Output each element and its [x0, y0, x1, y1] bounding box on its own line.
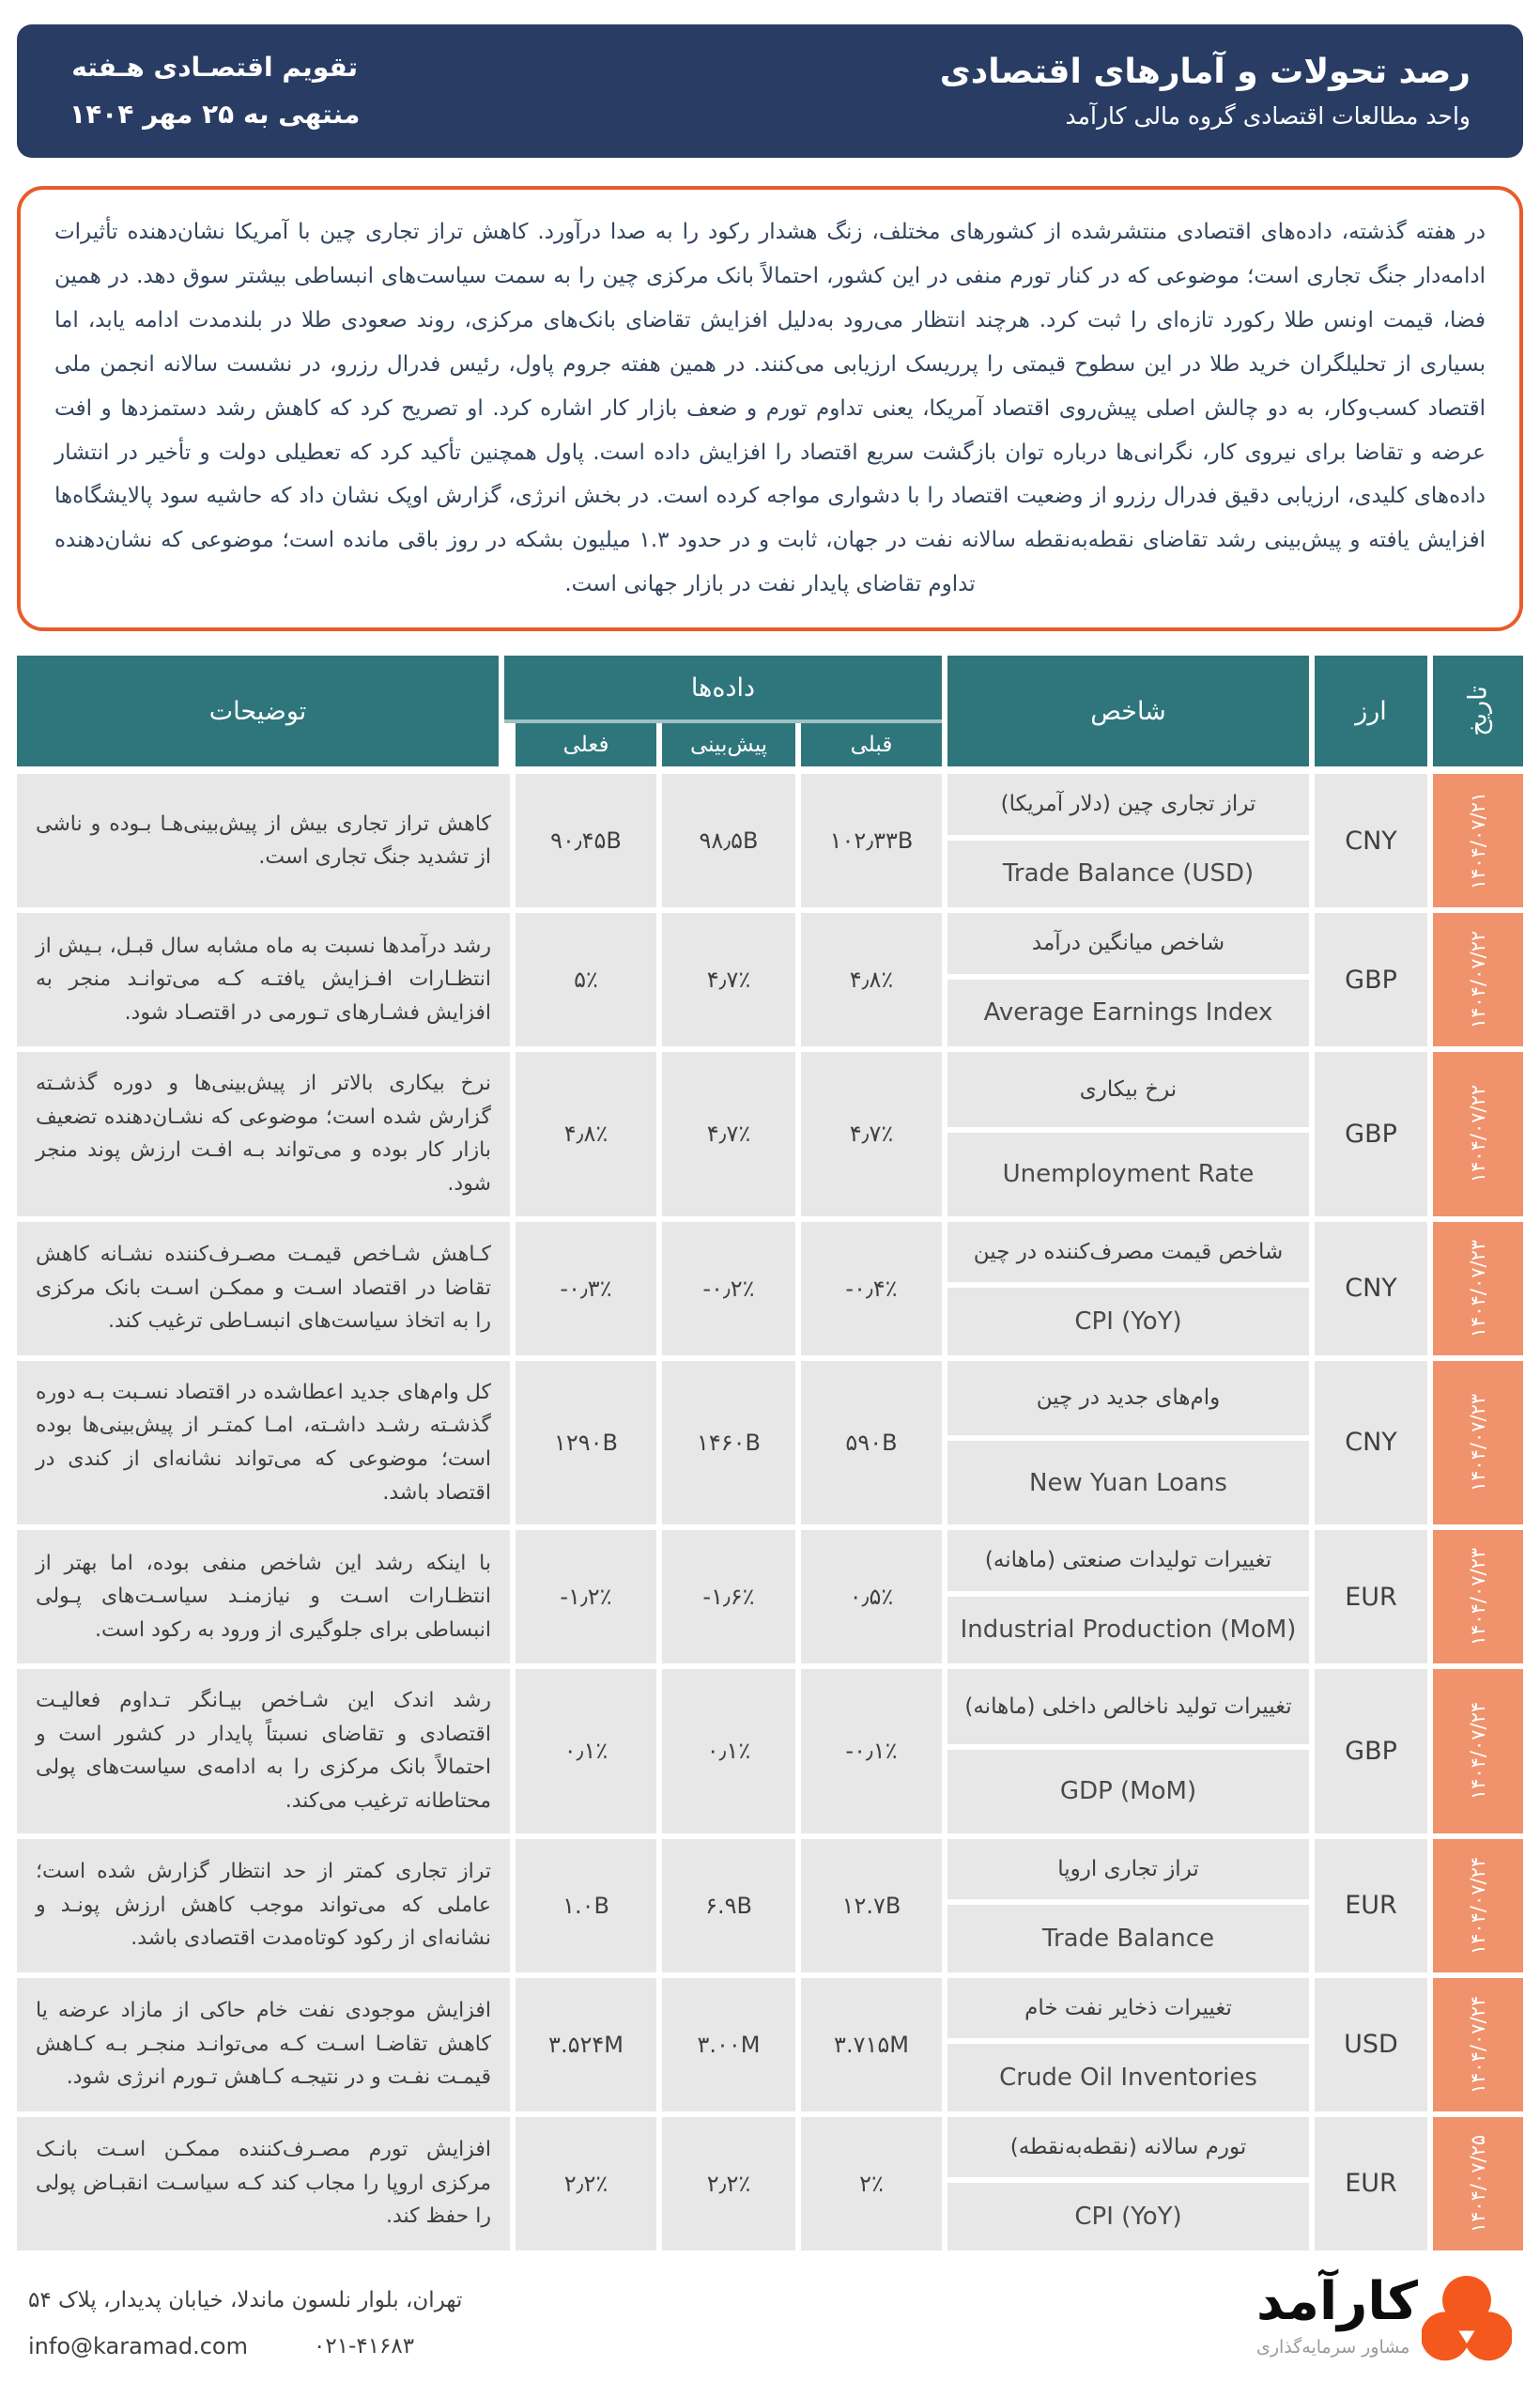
forecast-value: ۱۴۶۰B [662, 1361, 795, 1525]
header-actual: فعلی [516, 723, 656, 766]
indicator-fa: تورم سالانه (نقطه‌به‌نقطه) [947, 2117, 1309, 2177]
forecast-value: ۴٫۷٪ [662, 913, 795, 1046]
previous-value: ۴٫۸٪ [801, 913, 942, 1046]
indicator-cell [947, 1530, 1309, 1663]
header-date: تاریخ [1433, 656, 1523, 766]
indicator-en: GDP (MoM) [947, 1750, 1309, 1833]
previous-value: ۲٪ [801, 2117, 942, 2250]
currency-cell: GBP [1315, 913, 1427, 1046]
indicator-cell [947, 1361, 1309, 1525]
currency-cell: CNY [1315, 1361, 1427, 1525]
header-notes: توضیحات [17, 656, 499, 766]
currency-cell: EUR [1315, 1839, 1427, 1972]
logo-text-block [1255, 2270, 1418, 2358]
actual-value: ۱۲۹۰B [516, 1361, 656, 1525]
indicator-en: Unemployment Rate [947, 1133, 1309, 1216]
header-indicator: شاخص [947, 656, 1309, 766]
date-cell: ۱۴۰۴/۰۷/۲۳ [1433, 1222, 1523, 1355]
note-cell: افزایش موجودی نفت خام حاکی از مازاد عرضه یا کاهش تقاضـا اسـت کـه می‌توانـد منجـر بـه کـاهش قیمـت نفـت و در نتیجـه کـاهش تـورم انرژی شود. [17, 1978, 510, 2111]
header-previous: قبلی [801, 723, 942, 766]
note-cell: نرخ بیکاری بالاتر از پیش‌بینی‌ها و دوره گذشـته گزارش شده است؛ موضوعی که نشـان‌دهنده تضعیف بازار کار بوده و می‌تواند بـه افـت ارزش پوند منجر شود. [17, 1052, 510, 1216]
header-forecast: پیش‌بینی [662, 723, 795, 766]
date-cell: ۱۴۰۴/۰۷/۲۴ [1433, 1978, 1523, 2111]
note-cell: کاهش تراز تجاری بیش از پیش‌بینی‌هـا بـوده و ناشی از تشدید جنگ تجاری است. [17, 774, 510, 907]
actual-value: ۵٪ [516, 913, 656, 1046]
header-currency: ارز [1315, 656, 1427, 766]
indicator-cell [947, 913, 1309, 1046]
indicator-fa: نرخ بیکاری [947, 1052, 1309, 1126]
table-row [17, 1361, 1523, 1525]
note-cell: با اینکه رشد این شاخص منفی بوده، اما بهتر از انتظـارات اسـت و نیازمنـد سیاسـت‌های پـولی انبساطی برای جلوگیری از ورود به رکود است. [17, 1530, 510, 1663]
currency-cell: CNY [1315, 774, 1427, 907]
previous-value: -۰٫۱٪ [801, 1669, 942, 1833]
table-row [17, 1669, 1523, 1833]
indicator-fa: شاخص میانگین درآمد [947, 913, 1309, 973]
date-cell: ۱۴۰۴/۰۷/۲۲ [1433, 1052, 1523, 1216]
table-row [17, 774, 1523, 907]
indicator-en: Crude Oil Inventories [947, 2044, 1309, 2111]
address: تهران، بلوار نلسون ماندلا، خیابان پدیدار، پلاک ۵۴ [28, 2287, 463, 2312]
date-cell: ۱۴۰۴/۰۷/۲۳ [1433, 1530, 1523, 1663]
indicator-en: CPI (YoY) [947, 1288, 1309, 1355]
indicator-en: Trade Balance [947, 1905, 1309, 1972]
actual-value: ۰٫۱٪ [516, 1669, 656, 1833]
currency-cell: GBP [1315, 1669, 1427, 1833]
note-cell: افزایش تورم مصـرف‌کننده ممکـن اسـت بانـک مرکزی اروپا را مجاب کند کـه سیاسـت انقبـاض پولی را حفظ کند. [17, 2117, 510, 2250]
currency-cell: EUR [1315, 1530, 1427, 1663]
currency-cell: USD [1315, 1978, 1427, 2111]
date-cell: ۱۴۰۴/۰۷/۲۴ [1433, 1839, 1523, 1972]
forecast-value: ۲٫۲٪ [662, 2117, 795, 2250]
indicator-cell [947, 2117, 1309, 2250]
previous-value: ۴٫۷٪ [801, 1052, 942, 1216]
weekly-summary: در هفته گذشته، داده‌های اقتصادی منتشرشده از کشورهای مختلف، زنگ هشدار رکود را به صدا درآورد. کاهش تراز تجاری چین با آمریکا نشان‌دهنده تأثیرات ادامه‌دار جنگ تجاری است؛ موضوعی که در کنار تورم منفی در این کشور، احتمالاً بانک مرکزی چین را به سمت سیاست‌های انبساطی بیشتر سوق دهد. در همین فضا، قیمت اونس طلا رکورد تازه‌ای را ثبت کرد. هرچند انتظار می‌رود به‌دلیل افزایش تقاضای بانک‌های مرکزی، روند صعودی طلا در بلندمدت ادامه یابد، اما بسیاری از تحلیلگران خرید طلا در این سطوح قیمتی را پرریسک ارزیابی می‌کنند. در همین هفته جروم پاول، رئیس فدرال رزرو، در نشست سالانه انجمن ملی اقتصاد کسب‌وکار، به دو چالش اصلی پیش‌روی اقتصاد آمریکا، یعنی تداوم تورم و ضعف بازار کار اشاره کرد. او تصریح کرد که کاهش رشد دستمزدها و افت عرضه و تقاضا برای نیروی کار، نگرانی‌ها درباره توان بازگشت سریع اقتصاد را افزایش داده است. پاول همچنین تأکید کرد که تعطیلی دولت و تأخیر در انتشار داده‌های کلیدی، ارزیابی دقیق فدرال رزرو از وضعیت اقتصاد را با دشواری مواجه کرده است. در بخش انرژی، گزارش اوپک نشان داد که حاشیه سود پالایشگاه‌ها افزایش یافته و پیش‌بینی رشد تقاضای نقطه‌به‌نقطه سالانه نفت در جهان، ثابت و در حدود ۱.۳ میلیون بشکه در روز باقی مانده است؛ موضوعی که نشان‌دهنده تداوم تقاضای پایدار نفت در بازار جهانی است. [17, 186, 1523, 631]
actual-value: ۲٫۲٪ [516, 2117, 656, 2250]
forecast-value: ۰٫۱٪ [662, 1669, 795, 1833]
table-row [17, 1978, 1523, 2111]
indicator-en: Average Earnings Index [947, 980, 1309, 1047]
indicator-en: Industrial Production (MoM) [947, 1597, 1309, 1664]
forecast-value: -۰٫۲٪ [662, 1222, 795, 1355]
previous-value: ۵۹۰B [801, 1361, 942, 1525]
previous-value: -۰٫۴٪ [801, 1222, 942, 1355]
banner-main [940, 53, 1471, 130]
email: info@karamad.com [28, 2332, 248, 2359]
logo-subtitle: مشاور سرمایه‌گذاری [1255, 2337, 1410, 2358]
forecast-value: -۱٫۶٪ [662, 1530, 795, 1663]
previous-value: ۳.۷۱۵M [801, 1978, 942, 2111]
forecast-value: ۶.۹B [662, 1839, 795, 1972]
report-title: رصد تحولات و آمارهای اقتصادی [939, 53, 1471, 91]
indicator-en: CPI (YoY) [947, 2183, 1309, 2250]
previous-value: ۰٫۵٪ [801, 1530, 942, 1663]
table-row [17, 1222, 1523, 1355]
indicator-fa: تغییرات تولیدات صنعتی (ماهانه) [947, 1530, 1309, 1590]
date-cell: ۱۴۰۴/۰۷/۲۴ [1433, 1669, 1523, 1833]
forecast-value: ۹۸٫۵B [662, 774, 795, 907]
contact-line [28, 2333, 462, 2359]
currency-cell: GBP [1315, 1052, 1427, 1216]
actual-value: -۱٫۲٪ [516, 1530, 656, 1663]
indicator-fa: تغییرات ذخایر نفت خام [947, 1978, 1309, 2038]
actual-value: ۳.۵۲۴M [516, 1978, 656, 2111]
contact-block [28, 2275, 462, 2359]
indicator-fa: تراز تجاری اروپا [947, 1839, 1309, 1899]
table-row [17, 1530, 1523, 1663]
table-row [17, 1839, 1523, 1972]
indicator-cell [947, 1052, 1309, 1216]
date-cell: ۱۴۰۴/۰۷/۲۱ [1433, 774, 1523, 907]
period-line2: منتهی به ۲۵ مهر ۱۴۰۴ [69, 99, 361, 130]
header-data-subrow [504, 723, 942, 766]
actual-value: ۱.۰B [516, 1839, 656, 1972]
actual-value: -۰٫۳٪ [516, 1222, 656, 1355]
phone: ۰۲۱-۴۱۶۸۳ [313, 2333, 415, 2358]
actual-value: ۴٫۸٪ [516, 1052, 656, 1216]
logo-name: کارآمد [1255, 2270, 1418, 2332]
note-cell: رشد اندک این شـاخص بیـانگر تـداوم فعالیـت اقتصادی و تقاضای نسبتاً پایدار در کشور است و احتمالاً بانک مرکزی را به ادامه‌ی سیاست‌های پولی محتاطانه ترغیب می‌کند. [17, 1669, 510, 1833]
indicator-fa: تراز تجاری چین (دلار آمریکا) [947, 774, 1309, 834]
report-subtitle: واحد مطالعات اقتصادی گروه مالی کارآمد [1065, 102, 1471, 130]
table-header-row [17, 656, 1523, 766]
previous-value: ۱۲.۷B [801, 1839, 942, 1972]
economic-calendar-table [17, 656, 1523, 2250]
table-row [17, 913, 1523, 1046]
date-cell: ۱۴۰۴/۰۷/۲۳ [1433, 1361, 1523, 1525]
banner-period [69, 44, 360, 139]
forecast-value: ۴٫۷٪ [662, 1052, 795, 1216]
indicator-en: Trade Balance (USD) [947, 841, 1309, 908]
indicator-fa: شاخص قیمت مصرف‌کننده در چین [947, 1222, 1309, 1282]
date-cell: ۱۴۰۴/۰۷/۲۲ [1433, 913, 1523, 1046]
indicator-cell [947, 1978, 1309, 2111]
date-cell: ۱۴۰۴/۰۷/۲۵ [1433, 2117, 1523, 2250]
indicator-cell [947, 774, 1309, 907]
indicator-cell [947, 1669, 1309, 1833]
note-cell: کـاهش شـاخص قیمـت مصـرف‌کننده نشـانه کاهش تقاضا در اقتصاد اسـت و ممکـن اسـت بانک مرکزی را به اتخاذ سیاست‌های انبسـاطی ترغیب کند. [17, 1222, 510, 1355]
period-line1: تقویم اقتصـادی هـفته [71, 51, 359, 83]
indicator-cell [947, 1222, 1309, 1355]
note-cell: رشد درآمدها نسبت به ماه مشابه سال قبـل، بـیش از انتظـارات افـزایش یافتـه کـه می‌توانـد منجر به افزایش فشـارهای تـورمی در اقتصـاد شود. [17, 913, 510, 1046]
actual-value: ۹۰٫۴۵B [516, 774, 656, 907]
table-row [17, 2117, 1523, 2250]
note-cell: کل وام‌های جدید اعطاشده در اقتصاد نسـبت بـه دوره گذشـته رشـد داشـته، امـا کمتـر از پیش‌بینی‌ها بوده است؛ موضوعی که می‌تواند نشانه‌ای از کندی در اقتصاد باشد. [17, 1361, 510, 1525]
currency-cell: EUR [1315, 2117, 1427, 2250]
previous-value: ۱۰۲٫۳۳B [801, 774, 942, 907]
indicator-cell [947, 1839, 1309, 1972]
forecast-value: ۳.۰۰M [662, 1978, 795, 2111]
header-data-group [504, 656, 942, 766]
clover-logo-icon [1422, 2275, 1512, 2365]
header-banner [17, 24, 1523, 158]
table-row [17, 1052, 1523, 1216]
header-data-label: داده‌ها [504, 656, 942, 723]
indicator-en: New Yuan Loans [947, 1441, 1309, 1524]
indicator-fa: وام‌های جدید در چین [947, 1361, 1309, 1435]
footer [17, 2270, 1523, 2365]
karamad-logo [1255, 2270, 1512, 2365]
indicator-fa: تغییرات تولید ناخالص داخلی (ماهانه) [947, 1669, 1309, 1743]
currency-cell: CNY [1315, 1222, 1427, 1355]
note-cell: تراز تجاری کمتر از حد انتظار گزارش شده است؛ عاملی که می‌تواند موجب کاهش ارزش پونـد و نشانه‌ای از رکود کوتاه‌مدت اقتصادی باشد. [17, 1839, 510, 1972]
